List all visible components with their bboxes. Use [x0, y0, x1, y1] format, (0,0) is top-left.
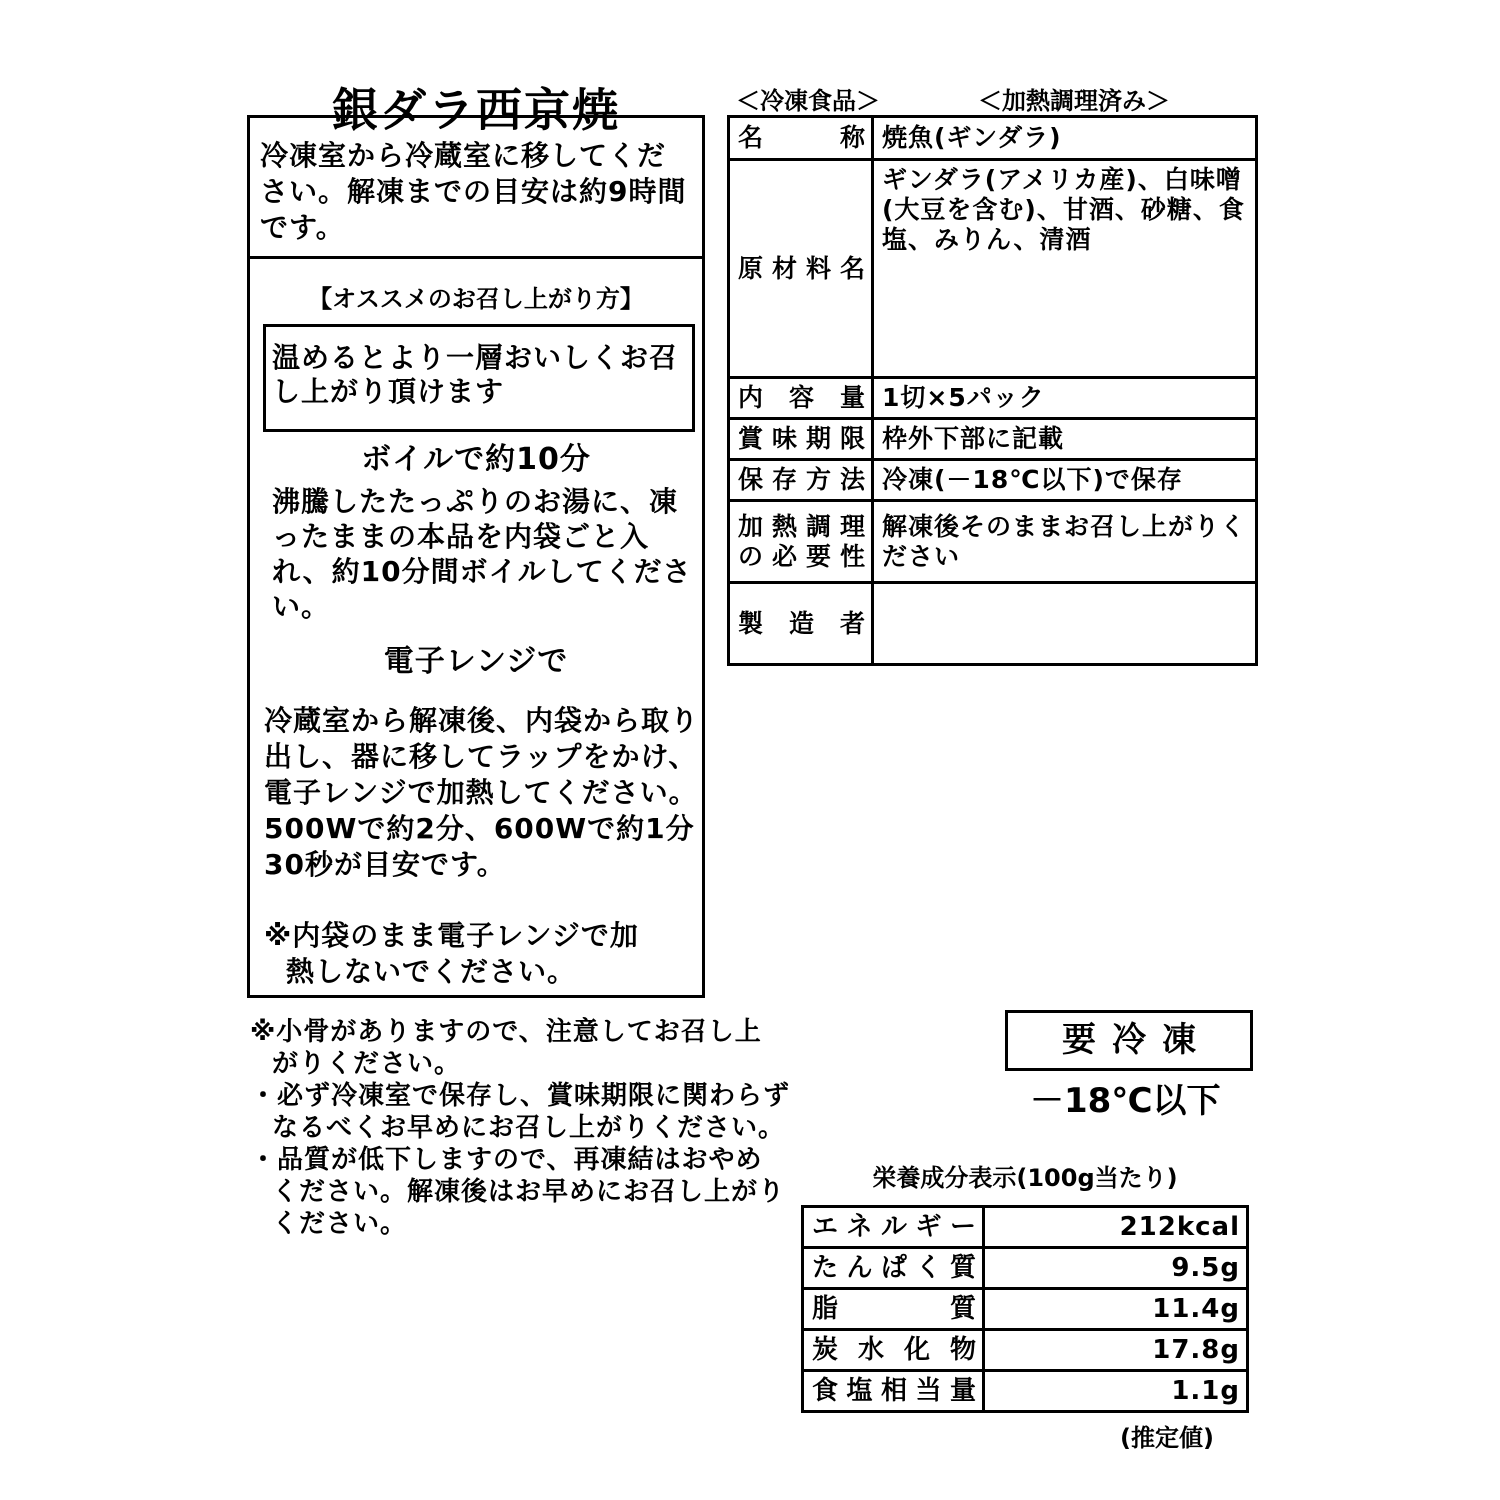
- recommended-heading: 【オススメのお召し上がり方】: [308, 285, 644, 313]
- product-title: 銀ダラ西京焼: [332, 83, 620, 137]
- table-row: [803, 1371, 1248, 1412]
- spec-label-line2: の必要性: [738, 541, 865, 571]
- boil-heading: ボイルで約10分: [361, 442, 591, 477]
- caution-note: [250, 1016, 810, 1080]
- spec-label: 賞味期限: [729, 419, 873, 460]
- caution-note-line: ※小骨がありますので、注意してお召し上: [250, 1017, 762, 1047]
- frozen-food-tag: ＜冷凍食品＞: [736, 87, 880, 115]
- nutrition-value: 9.5g: [984, 1248, 1248, 1289]
- table-row: [803, 1207, 1248, 1248]
- storage-temperature: －18℃以下: [1030, 1081, 1221, 1121]
- spec-value: 枠外下部に記載: [873, 419, 1257, 460]
- caution-note-line: がりください。: [272, 1049, 462, 1079]
- microwave-warning: [264, 918, 704, 990]
- table-row: [729, 160, 1257, 378]
- caution-note: [250, 1144, 810, 1240]
- table-row: [803, 1248, 1248, 1289]
- table-row: [729, 583, 1257, 665]
- product-spec-table: [727, 115, 1258, 666]
- estimate-footnote: (推定値): [1120, 1424, 1214, 1452]
- nutrition-value: 17.8g: [984, 1330, 1248, 1371]
- nutrition-title: 栄養成分表示(100g当たり): [872, 1164, 1178, 1192]
- boil-instructions: 沸騰したたっぷりのお湯に、凍ったままの本品を内袋ごと入れ、約10分間ボイルしてください。: [272, 485, 692, 623]
- caution-note-line: なるべくお早めにお召し上がりください。: [272, 1113, 786, 1143]
- caution-notes: [250, 1016, 810, 1240]
- table-row: [803, 1330, 1248, 1371]
- caution-note-line: ください。: [272, 1209, 408, 1239]
- recommended-box: 温めるとより一層おいしくお召し上がり頂けます: [263, 324, 695, 432]
- spec-label: 保存方法: [729, 460, 873, 501]
- nutrition-value: 212kcal: [984, 1207, 1248, 1248]
- spec-label: 内容量: [729, 378, 873, 419]
- nutrition-table: [801, 1205, 1249, 1413]
- spec-label: 名称: [729, 117, 873, 160]
- spec-value: 解凍後そのままお召し上がりください: [873, 501, 1257, 583]
- table-row: [729, 460, 1257, 501]
- table-row: [729, 501, 1257, 583]
- keep-frozen-badge: 要冷凍: [1005, 1010, 1253, 1071]
- microwave-warning-line1: ※内袋のまま電子レンジで加: [264, 919, 639, 952]
- spec-label-line1: 加熱調理: [738, 511, 865, 541]
- table-row: [803, 1289, 1248, 1330]
- microwave-instructions: 冷蔵室から解凍後、内袋から取り出し、器に移してラップをかけ、電子レンジで加熱してください。500Wで約2分、600Wで約1分30秒が目安です。: [264, 704, 700, 881]
- preparation-instructions-panel: [247, 115, 705, 998]
- spec-value: [873, 583, 1257, 665]
- table-row: [729, 378, 1257, 419]
- caution-note: [250, 1080, 810, 1144]
- table-row: [729, 117, 1257, 160]
- microwave-warning-line2: 熱しないでください。: [286, 955, 577, 988]
- nutrition-label: たんぱく質: [803, 1248, 984, 1289]
- nutrition-value: 11.4g: [984, 1289, 1248, 1330]
- nutrition-label: 食塩相当量: [803, 1371, 984, 1412]
- thaw-instruction: 冷凍室から冷蔵室に移してください。解凍までの目安は約9時間です。: [250, 118, 702, 259]
- spec-value: 冷凍(－18℃以下)で保存: [873, 460, 1257, 501]
- nutrition-label: 炭水化物: [803, 1330, 984, 1371]
- spec-value: 1切×5パック: [873, 378, 1257, 419]
- spec-label: 製造者: [729, 583, 873, 665]
- nutrition-label: 脂質: [803, 1289, 984, 1330]
- microwave-heading: 電子レンジで: [383, 644, 569, 679]
- spec-value: 焼魚(ギンダラ): [873, 117, 1257, 160]
- spec-value: ギンダラ(アメリカ産)、白味噌(大豆を含む)、甘酒、砂糖、食塩、みりん、清酒: [873, 160, 1257, 378]
- table-row: [729, 419, 1257, 460]
- spec-label: 原材料名: [729, 160, 873, 378]
- caution-note-line: ・必ず冷凍室で保存し、賞味期限に関わらず: [250, 1081, 791, 1111]
- nutrition-label: エネルギー: [803, 1207, 984, 1248]
- precooked-tag: ＜加熱調理済み＞: [978, 87, 1170, 115]
- spec-label: [729, 501, 873, 583]
- caution-note-line: ・品質が低下しますので、再凍結はおやめ: [250, 1145, 763, 1175]
- caution-note-line: ください。解凍後はお早めにお召し上がり: [272, 1177, 786, 1207]
- nutrition-value: 1.1g: [984, 1371, 1248, 1412]
